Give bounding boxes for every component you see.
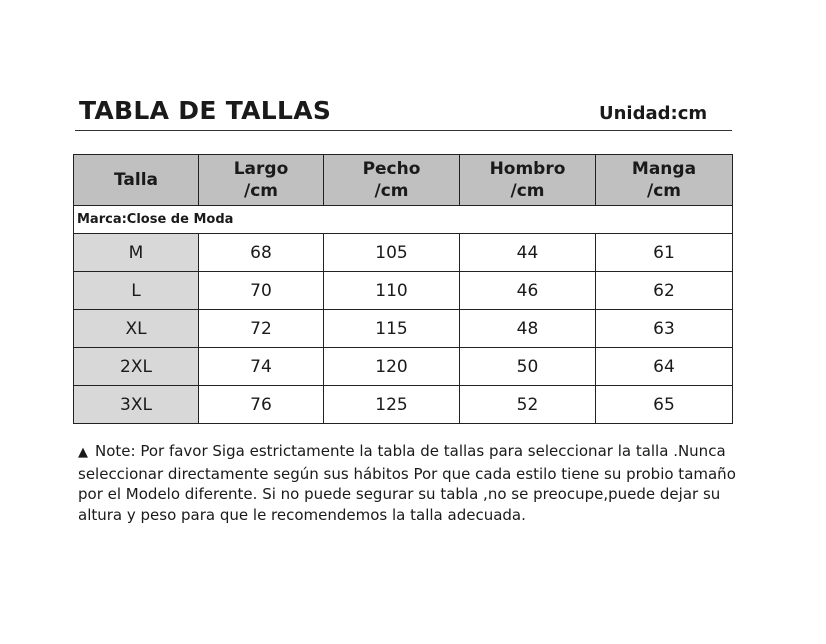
brand-label: Marca:Close de Moda (74, 206, 733, 234)
page-title: TABLA DE TALLAS (79, 96, 332, 125)
pecho-cell: 110 (324, 272, 460, 310)
table-row (74, 310, 733, 348)
triangle-up-icon: ▲ (78, 445, 88, 460)
table-row (74, 234, 733, 272)
pecho-cell: 120 (324, 348, 460, 386)
pecho-cell: 105 (324, 234, 460, 272)
largo-cell: 74 (199, 348, 324, 386)
note-text: Note: Por favor Siga estrictamente la tabla de tallas para seleccionar la talla .Nunca seleccionar directamente según sus hábitos Por que cada estilo tiene su probio tamaño por el Modelo diferente. Si no puede segurar su tabla ,no se preocupe,puede dejar su altura y peso para que le recomendemos la talla adecuada. (78, 442, 736, 524)
column-header-label: Hombro (489, 159, 566, 179)
manga-cell: 65 (596, 386, 733, 424)
table-header-row (74, 155, 733, 206)
largo-cell: 72 (199, 310, 324, 348)
manga-cell: 61 (596, 234, 733, 272)
column-header-unit: /cm (374, 181, 409, 201)
unit-label: Unidad:cm (599, 103, 708, 124)
size-cell: 2XL (74, 348, 199, 386)
column-header-talla (74, 155, 199, 206)
column-header-unit: /cm (510, 181, 545, 201)
table-row (74, 348, 733, 386)
hombro-cell: 52 (460, 386, 596, 424)
column-header-largo (199, 155, 324, 206)
column-header-manga (596, 155, 733, 206)
title-divider (75, 130, 732, 131)
column-header-label: Largo (233, 159, 289, 179)
column-header-unit: /cm (647, 181, 681, 201)
pecho-cell: 115 (324, 310, 460, 348)
largo-cell: 68 (199, 234, 324, 272)
pecho-cell: 125 (324, 386, 460, 424)
size-cell: 3XL (74, 386, 199, 424)
brand-row (74, 206, 733, 234)
manga-cell: 62 (596, 272, 733, 310)
size-cell: M (74, 234, 199, 272)
column-header-unit: /cm (244, 181, 278, 201)
column-header-label: Manga (631, 159, 697, 179)
table-row (74, 386, 733, 424)
size-table (73, 154, 733, 424)
largo-cell: 70 (199, 272, 324, 310)
size-cell: XL (74, 310, 199, 348)
hombro-cell: 48 (460, 310, 596, 348)
table-row (74, 272, 733, 310)
hombro-cell: 44 (460, 234, 596, 272)
hombro-cell: 50 (460, 348, 596, 386)
largo-cell: 76 (199, 386, 324, 424)
column-header-hombro (460, 155, 596, 206)
manga-cell: 64 (596, 348, 733, 386)
manga-cell: 63 (596, 310, 733, 348)
column-header-pecho (324, 155, 460, 206)
size-note (78, 441, 738, 525)
column-header-label: Talla (113, 170, 158, 190)
hombro-cell: 46 (460, 272, 596, 310)
size-cell: L (74, 272, 199, 310)
column-header-label: Pecho (362, 159, 421, 179)
